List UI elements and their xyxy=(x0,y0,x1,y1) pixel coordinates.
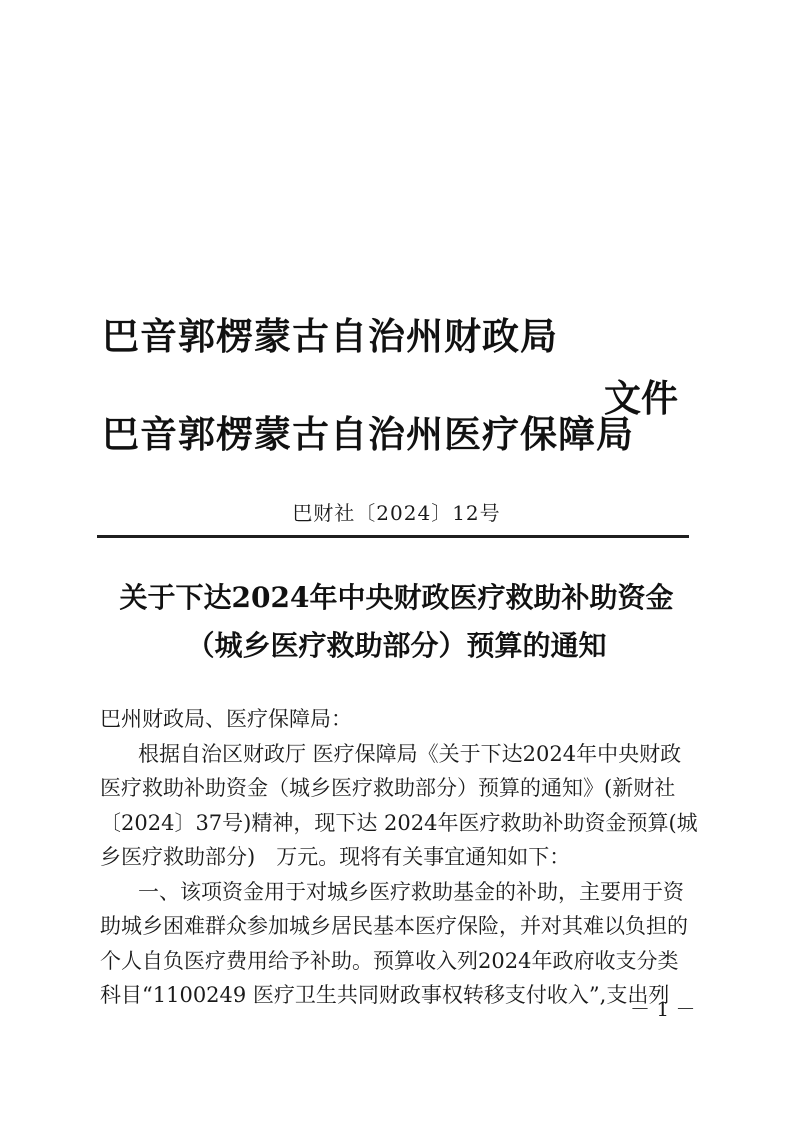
body-line: 根据自治区财政厅 医疗保障局《关于下达2024年中央财政 xyxy=(138,741,682,766)
document-title-line-2: （城乡医疗救助部分）预算的通知 xyxy=(186,629,607,662)
body-line: 科目“1100249 医疗卫生共同财政事权转移支付收入”,支出列 xyxy=(100,983,670,1007)
issuer-finance-bureau: 巴音郭楞蒙古自治州财政局 xyxy=(102,314,558,358)
document-title-line-1: 关于下达2024年中央财政医疗救助补助资金 xyxy=(119,581,674,614)
body-line: 医疗救助补助资金（城乡医疗救助部分）预算的通知》(新财社 xyxy=(100,776,676,800)
document-suffix: 文件 xyxy=(604,376,678,420)
document-number: 巴财社〔2024〕12号 xyxy=(292,501,501,525)
body-line: 乡医疗救助部分) 万元。现将有关事宜通知如下： xyxy=(100,845,571,869)
page-number: － 1 － xyxy=(630,997,696,1021)
body-line: 个人自负医疗费用给予补助。预算收入列2024年政府收支分类 xyxy=(100,948,679,973)
issuer-medical-security-bureau: 巴音郭楞蒙古自治州医疗保障局 xyxy=(102,412,634,456)
body-line: 一、该项资金用于对城乡医疗救助基金的补助，主要用于资 xyxy=(138,879,684,904)
document-body xyxy=(100,702,700,1013)
body-line: 助城乡困难群众参加城乡居民基本医疗保险，并对其难以负担的 xyxy=(100,914,688,938)
salutation: 巴州财政局、医疗保障局： xyxy=(100,707,352,731)
body-line: 〔2024〕37号)精神，现下达 2024年医疗救助补助资金预算(城 xyxy=(100,810,698,835)
header-divider xyxy=(97,535,689,538)
